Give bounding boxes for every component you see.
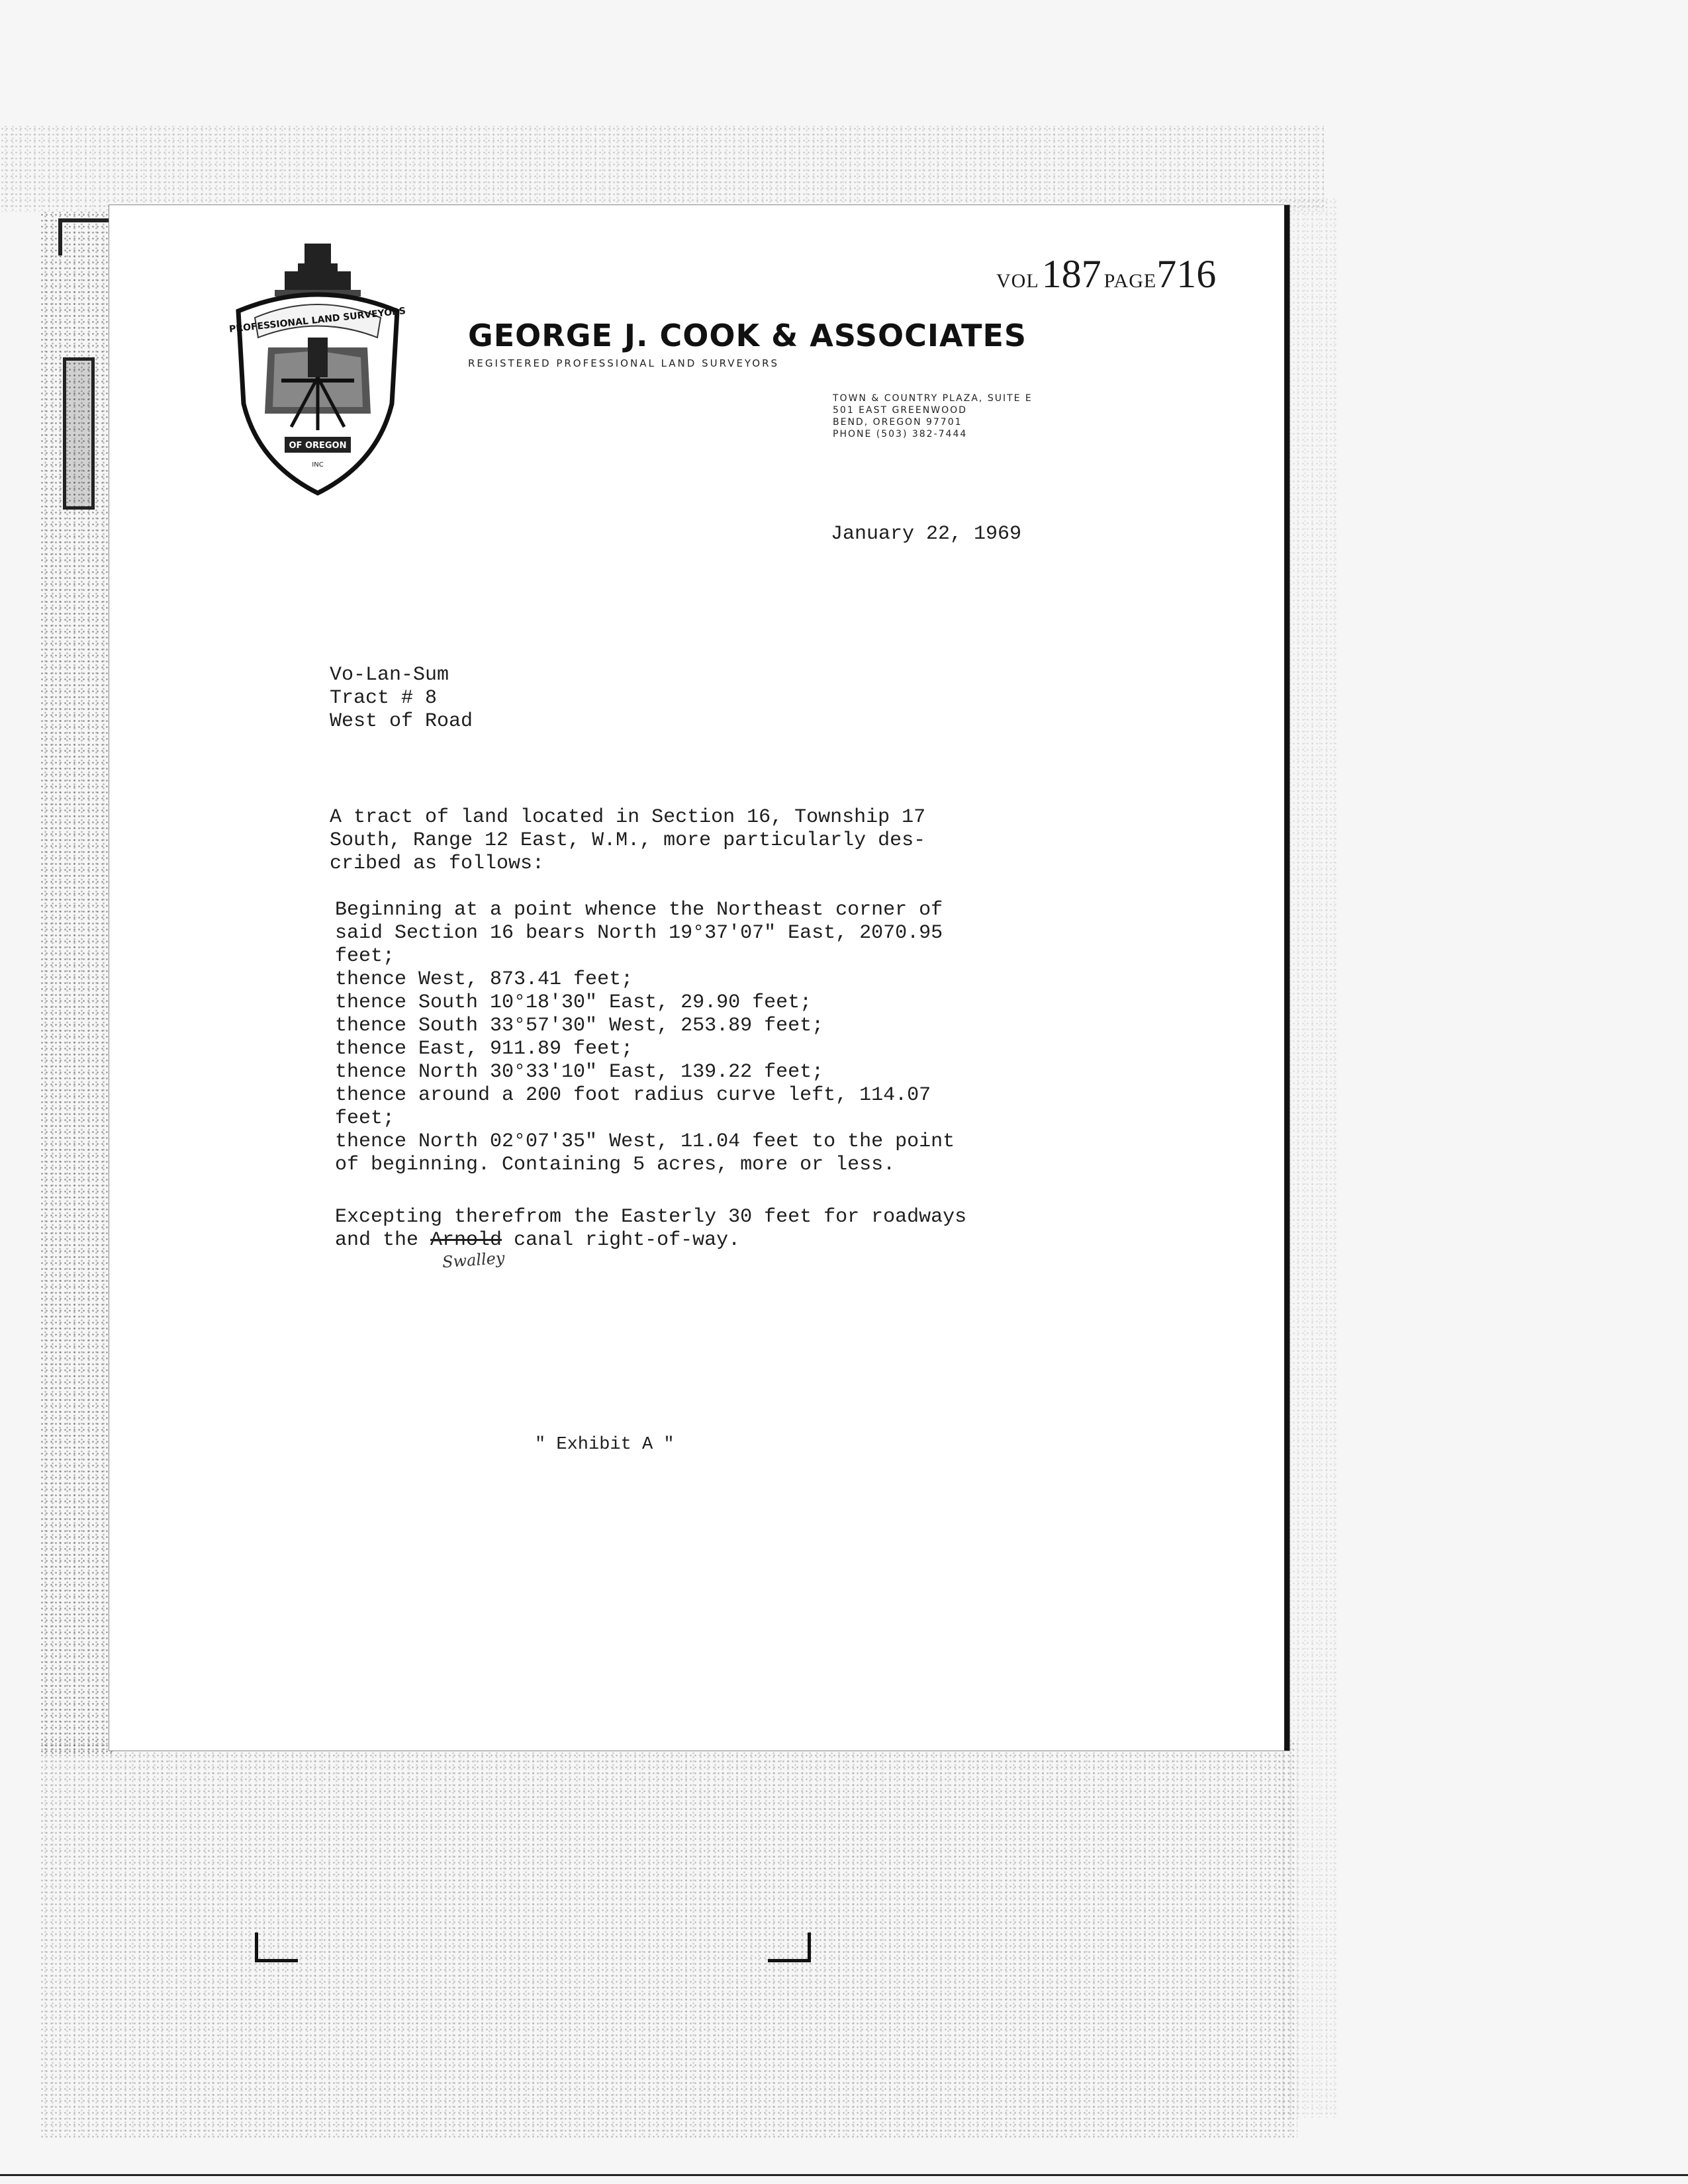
- description-line: A tract of land located in Section 16, Township 17: [330, 806, 926, 829]
- course-line: of beginning. Containing 5 acres, more or less.: [335, 1154, 896, 1176]
- seal-bottom-text: OF OREGON: [289, 441, 347, 451]
- course-line: thence North 30°33'10" East, 139.22 feet;: [335, 1061, 824, 1083]
- excepting-clause: [335, 1206, 966, 1252]
- description-line: cribed as follows:: [330, 852, 545, 875]
- course-line: Beginning at a point whence the Northeast corner of: [335, 899, 943, 921]
- heading-line: Vo-Lan-Sum: [330, 664, 449, 686]
- firm-subtitle: REGISTERED PROFESSIONAL LAND SURVEYORS: [468, 357, 780, 369]
- tract-heading: [330, 664, 473, 733]
- letter-date: January 22, 1969: [831, 523, 1022, 545]
- binding-clip: [63, 357, 95, 510]
- heading-line: Tract # 8: [330, 687, 438, 709]
- course-line: thence South 33°57'30" West, 253.89 feet;: [335, 1015, 824, 1037]
- firm-address: [833, 392, 1033, 440]
- metes-and-bounds: [335, 899, 955, 1177]
- record-reference: [996, 251, 1216, 297]
- binding-bracket: [58, 218, 109, 255]
- surveyors-seal-logo: [218, 238, 417, 503]
- excepting-line: Excepting therefrom the Easterly 30 feet for roadways: [335, 1206, 967, 1228]
- page-number: 716: [1156, 252, 1217, 296]
- address-line: 501 EAST GREENWOOD: [833, 405, 967, 416]
- excepting-prefix: and the: [335, 1229, 431, 1251]
- address-line: BEND, OREGON 97701: [833, 417, 962, 428]
- vol-number: 187: [1041, 252, 1102, 296]
- scan-bottom-edge: [0, 2174, 1688, 2176]
- exhibit-label: " Exhibit A ": [535, 1435, 675, 1455]
- scan-noise-top: [0, 126, 1324, 212]
- struck-word: Arnold: [430, 1229, 502, 1251]
- seal-inc-text: INC: [312, 461, 324, 469]
- address-line: TOWN & COUNTRY PLAZA, SUITE E: [833, 393, 1033, 404]
- heading-line: West of Road: [330, 710, 473, 733]
- course-line: feet;: [335, 945, 395, 968]
- address-line: PHONE (503) 382-7444: [833, 429, 968, 439]
- crop-mark-right: [768, 1933, 811, 1962]
- firm-name: GEORGE J. COOK & ASSOCIATES: [468, 318, 1027, 353]
- seal-top-text: PROFESSIONAL LAND SURVEYORS: [228, 306, 406, 335]
- course-line: thence around a 200 foot radius curve left, 114.07: [335, 1084, 931, 1107]
- course-line: thence North 02°07'35" West, 11.04 feet to the point: [335, 1130, 955, 1153]
- course-line: thence East, 911.89 feet;: [335, 1038, 633, 1060]
- excepting-suffix: canal right-of-way.: [502, 1229, 741, 1251]
- course-line: thence West, 873.41 feet;: [335, 968, 633, 991]
- handwritten-correction: Swalley: [442, 1248, 506, 1272]
- scan-noise-bottom: [40, 1741, 1297, 2138]
- tract-description: [330, 806, 925, 876]
- course-line: said Section 16 bears North 19°37'07" East, 2070.95: [335, 922, 943, 944]
- crop-mark-left: [255, 1933, 298, 1962]
- vol-label: VOL: [996, 270, 1039, 292]
- description-line: South, Range 12 East, W.M., more particularly des-: [330, 829, 926, 852]
- course-line: thence South 10°18'30" East, 29.90 feet;: [335, 991, 812, 1014]
- course-line: feet;: [335, 1107, 395, 1130]
- excepting-line-2: [335, 1229, 966, 1252]
- page-label: PAGE: [1103, 270, 1157, 292]
